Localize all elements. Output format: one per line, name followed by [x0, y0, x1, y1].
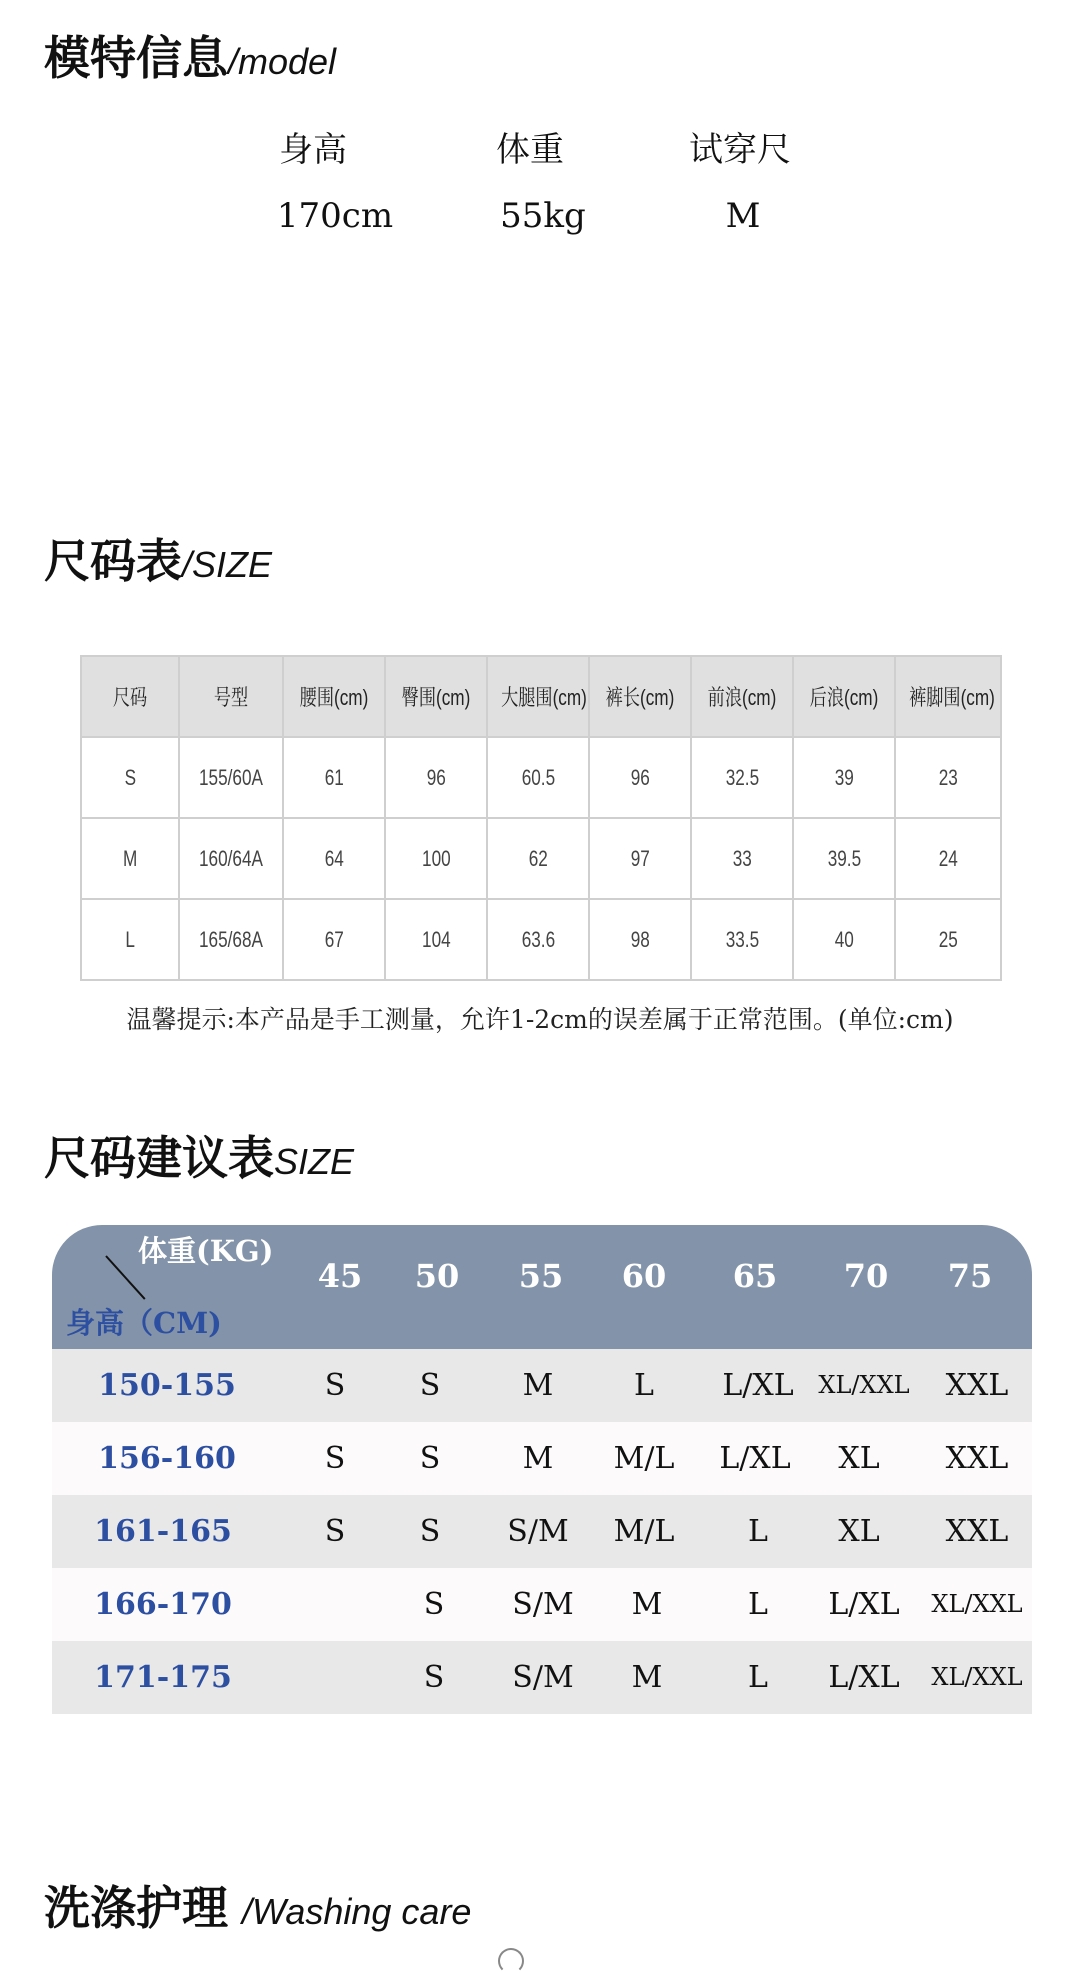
table-cell: 24: [895, 818, 1001, 899]
size-cell: XXL: [945, 1441, 1009, 1476]
care-icon-partial: [498, 1948, 524, 1974]
size-table: [80, 655, 1002, 981]
weight-header-cell: 75: [947, 1257, 993, 1295]
size-col-header: 大腿围(cm): [487, 656, 589, 737]
model-title-zh: 模特信息: [44, 31, 228, 85]
weight-axis-label: 体重(KG): [138, 1234, 274, 1268]
size-cell: S: [419, 1441, 441, 1476]
size-col-header: 腰围(cm): [283, 656, 385, 737]
table-cell: 98: [589, 899, 691, 980]
model-header-size: 试穿尺: [689, 130, 791, 170]
table-row: [81, 899, 1001, 980]
height-range-cell: 166-170: [94, 1587, 232, 1622]
table-cell: 160/64A: [179, 818, 283, 899]
size-cell: XXL: [945, 1368, 1009, 1403]
size-cell: L/XL: [828, 1660, 900, 1695]
table-cell: 100: [385, 818, 487, 899]
size-cell: XL: [838, 1514, 880, 1549]
table-cell: 67: [283, 899, 385, 980]
recommend-header-row: [52, 1225, 1032, 1349]
washing-section-title: [44, 1872, 471, 1938]
table-cell: 155/60A: [179, 737, 283, 818]
height-range-cell: 161-165: [94, 1514, 232, 1549]
recommend-row: [52, 1641, 1032, 1714]
size-col-header: 尺码: [81, 656, 179, 737]
measurement-note: 温馨提示:本产品是手工测量，允许1-2cm的误差属于正常范围。(单位:cm): [126, 1005, 954, 1034]
table-cell: 33.5: [691, 899, 793, 980]
table-cell: 32.5: [691, 737, 793, 818]
size-cell: L: [748, 1587, 768, 1622]
weight-header-cell: 65: [732, 1257, 778, 1295]
size-col-header: 号型: [179, 656, 283, 737]
table-cell: M: [81, 818, 179, 899]
table-cell: 96: [589, 737, 691, 818]
model-section-title: [44, 22, 336, 88]
size-cell: L/XL: [719, 1441, 791, 1476]
model-title-en: /model: [228, 41, 337, 82]
size-cell: M: [631, 1660, 663, 1695]
size-cell: XL/XXL: [931, 1663, 1023, 1691]
washing-title-en: /Washing care: [242, 1891, 472, 1932]
table-cell: L: [81, 899, 179, 980]
table-cell: 62: [487, 818, 589, 899]
size-cell: XXL: [945, 1514, 1009, 1549]
size-cell: S/M: [512, 1587, 574, 1622]
weight-header-cell: 55: [518, 1257, 564, 1295]
size-title-en: /SIZE: [182, 544, 273, 585]
table-cell: 39: [793, 737, 895, 818]
model-value-weight: 55kg: [500, 196, 586, 236]
height-range-cell: 150-155: [98, 1368, 236, 1403]
size-col-header: 前浪(cm): [691, 656, 793, 737]
table-cell: S: [81, 737, 179, 818]
size-cell: XL/XXL: [818, 1371, 910, 1399]
size-col-header: 裤长(cm): [589, 656, 691, 737]
table-cell: 96: [385, 737, 487, 818]
recommend-section-title: [44, 1122, 354, 1188]
recommend-title-zh: 尺码建议表: [44, 1131, 274, 1185]
size-cell: S/M: [512, 1660, 574, 1695]
table-cell: 63.6: [487, 899, 589, 980]
table-cell: 40: [793, 899, 895, 980]
size-section-title: [44, 525, 272, 591]
table-cell: 64: [283, 818, 385, 899]
table-cell: 23: [895, 737, 1001, 818]
table-cell: 39.5: [793, 818, 895, 899]
table-cell: 25: [895, 899, 1001, 980]
recommend-row: [52, 1568, 1032, 1641]
weight-header-cell: 70: [843, 1257, 889, 1295]
size-col-header: 臀围(cm): [385, 656, 487, 737]
size-cell: S: [324, 1368, 346, 1403]
table-cell: 61: [283, 737, 385, 818]
height-axis-label: 身高（CM): [66, 1306, 222, 1340]
height-range-cell: 156-160: [98, 1441, 236, 1476]
size-cell: S: [324, 1441, 346, 1476]
size-cell: XL/XXL: [931, 1590, 1023, 1618]
size-recommend-table: [52, 1225, 1032, 1714]
weight-header-cell: 60: [621, 1257, 667, 1295]
size-cell: L/XL: [722, 1368, 794, 1403]
table-cell: 165/68A: [179, 899, 283, 980]
size-cell: M/L: [613, 1514, 675, 1549]
size-cell: XL: [838, 1441, 880, 1476]
recommend-row: [52, 1349, 1032, 1422]
recommend-row: [52, 1422, 1032, 1495]
table-row: [81, 818, 1001, 899]
washing-title-zh: 洗涤护理: [44, 1881, 228, 1935]
size-cell: L: [748, 1514, 768, 1549]
size-cell: S: [324, 1514, 346, 1549]
size-cell: S: [419, 1514, 441, 1549]
size-cell: S: [419, 1368, 441, 1403]
size-col-header: 后浪(cm): [793, 656, 895, 737]
model-header-weight: 体重: [496, 130, 564, 170]
size-table-header-row: [81, 656, 1001, 737]
table-cell: 60.5: [487, 737, 589, 818]
size-cell: [280, 1568, 390, 1641]
size-cell: [280, 1641, 390, 1714]
weight-header-cell: 45: [317, 1257, 363, 1295]
model-value-size: M: [725, 196, 761, 236]
size-cell: L/XL: [828, 1587, 900, 1622]
size-title-zh: 尺码表: [44, 534, 182, 588]
size-cell: L: [634, 1368, 654, 1403]
table-cell: 97: [589, 818, 691, 899]
size-cell: M: [631, 1587, 663, 1622]
height-range-cell: 171-175: [94, 1660, 232, 1695]
table-row: [81, 737, 1001, 818]
table-cell: 104: [385, 899, 487, 980]
size-cell: M/L: [613, 1441, 675, 1476]
model-value-height: 170cm: [276, 196, 394, 236]
recommend-title-en: SIZE: [274, 1141, 355, 1182]
recommend-row: [52, 1495, 1032, 1568]
size-col-header: 裤脚围(cm): [895, 656, 1001, 737]
size-cell: M: [522, 1368, 554, 1403]
size-cell: S/M: [507, 1514, 569, 1549]
model-header-height: 身高: [279, 130, 347, 170]
size-cell: S: [423, 1660, 445, 1695]
weight-header-cell: 50: [414, 1257, 460, 1295]
size-cell: S: [423, 1587, 445, 1622]
size-cell: L: [748, 1660, 768, 1695]
size-cell: M: [522, 1441, 554, 1476]
table-cell: 33: [691, 818, 793, 899]
